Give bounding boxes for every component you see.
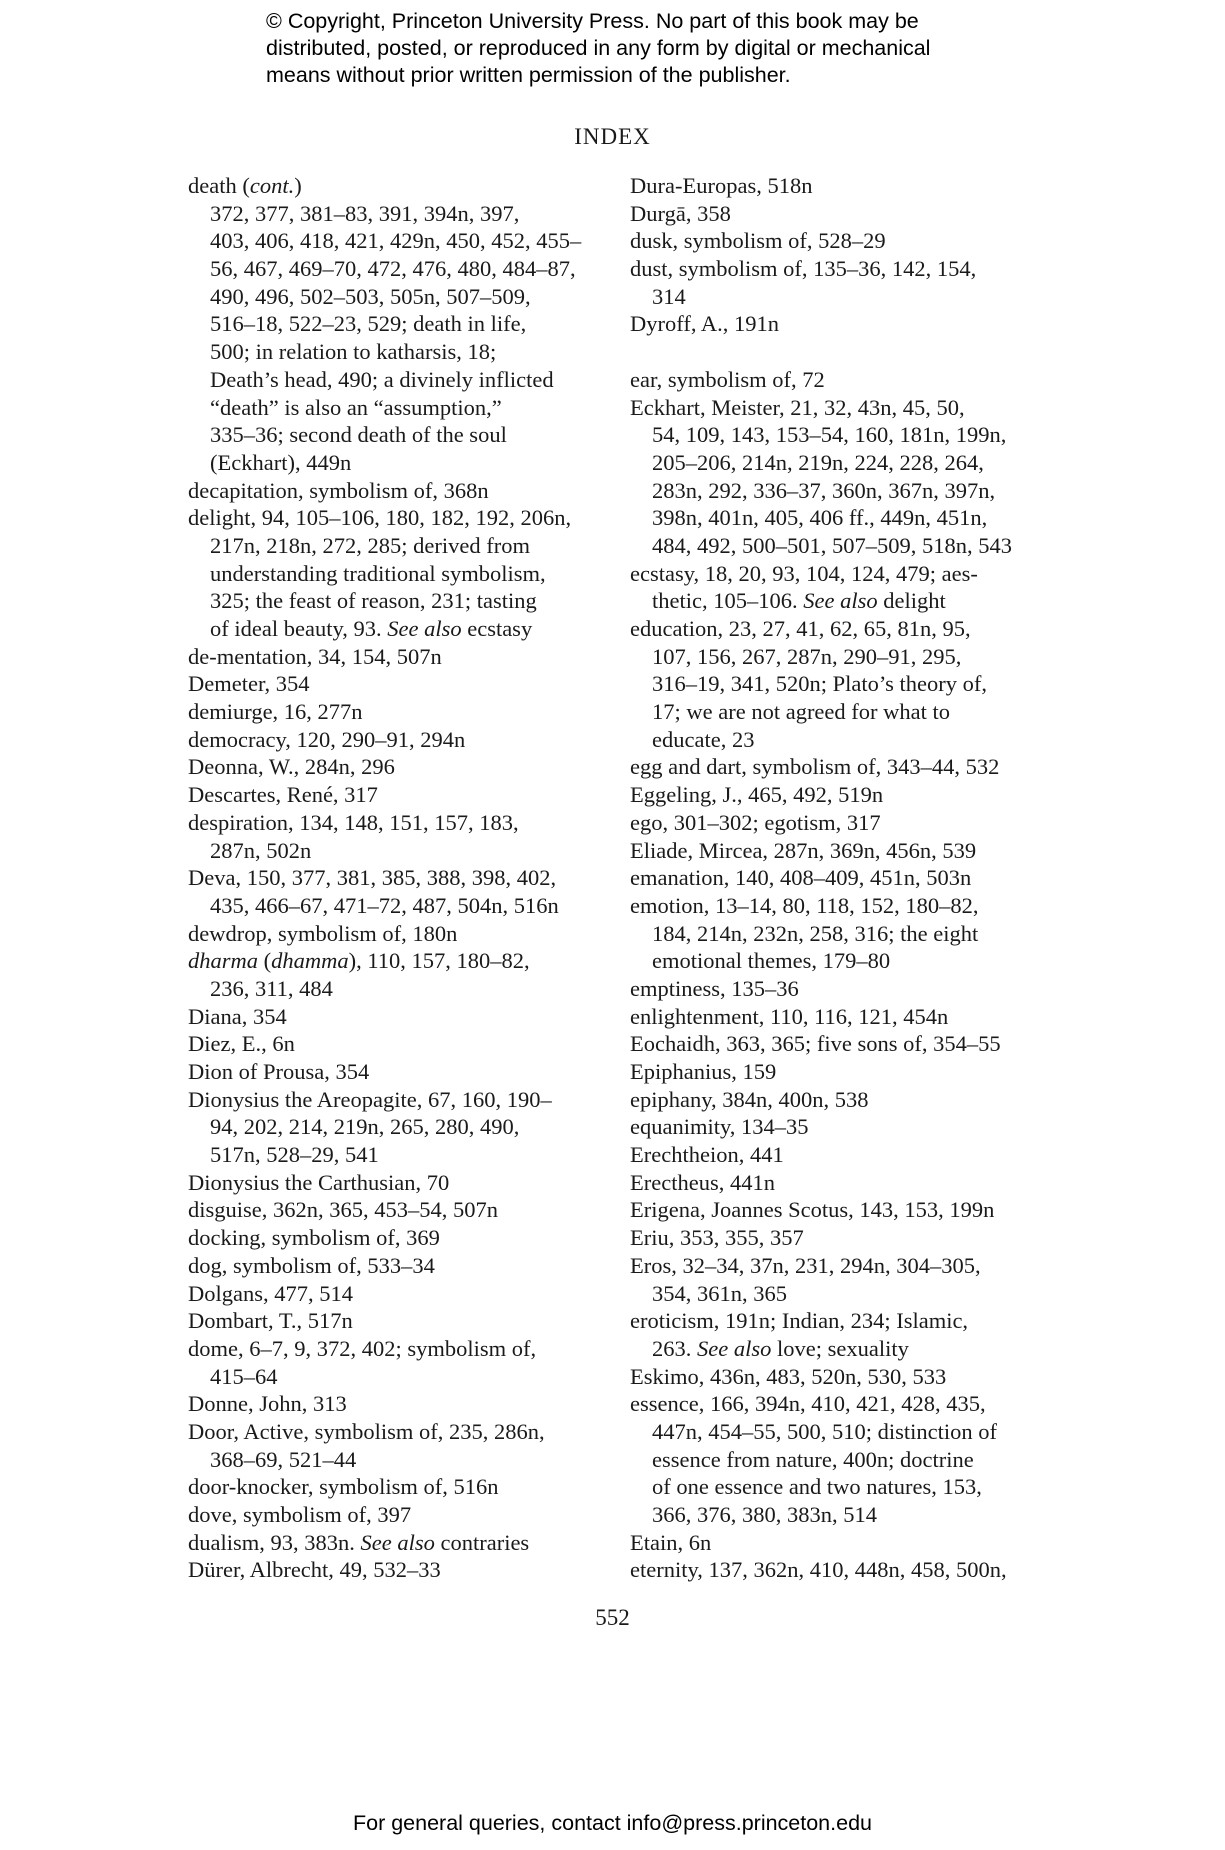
index-entry: dog, symbolism of, 533–34	[188, 1252, 435, 1278]
index-entry: Dionysius the Carthusian, 70	[188, 1169, 450, 1195]
index-entry: decapitation, symbolism of, 368n	[188, 477, 489, 503]
index-entry: Descartes, René, 317	[188, 782, 378, 808]
index-entry: docking, symbolism of, 369	[188, 1225, 440, 1251]
index-entry: emptiness, 135–36	[630, 975, 799, 1001]
index-subline: understanding traditional symbolism,	[210, 560, 546, 586]
index-entry: Dombart, T., 517n	[188, 1308, 353, 1334]
index-subline: 314	[652, 283, 686, 309]
page-number: 552	[595, 1605, 630, 1630]
index-entry: egg and dart, symbolism of, 343–44, 532	[630, 754, 1000, 780]
index-subline: “death” is also an “assumption,”	[210, 394, 502, 420]
footer-contact: For general queries, contact info@press.princeton.edu	[352, 1811, 872, 1835]
index-subline: essence from nature, 400n; doctrine	[652, 1446, 974, 1472]
index-entry: Eckhart, Meister, 21, 32, 43n, 45, 50,	[630, 394, 965, 420]
index-subline: 287n, 502n	[210, 837, 312, 863]
index-entry: Donne, John, 313	[188, 1391, 347, 1417]
index-entry: Dolgans, 477, 514	[188, 1280, 353, 1306]
index-entry: Deva, 150, 377, 381, 385, 388, 398, 402,	[188, 865, 557, 891]
index-entry: death (cont.)	[188, 173, 302, 198]
index-entry: Deonna, W., 284n, 296	[188, 754, 395, 780]
index-entry: emotion, 13–14, 80, 118, 152, 180–82,	[630, 892, 979, 918]
index-subline: emotional themes, 179–80	[652, 948, 891, 974]
copyright-line: © Copyright, Princeton University Press. No part of this book may be	[266, 9, 919, 33]
index-entry: Durgā, 358	[630, 200, 731, 226]
index-entry: enlightenment, 110, 116, 121, 454n	[630, 1003, 949, 1029]
index-entry: Eros, 32–34, 37n, 231, 294n, 304–305,	[630, 1252, 981, 1278]
index-entry: dust, symbolism of, 135–36, 142, 154,	[630, 256, 977, 282]
index-subline: 372, 377, 381–83, 391, 394n, 397,	[210, 200, 520, 226]
index-subline: 415–64	[210, 1363, 278, 1389]
index-entry: eternity, 137, 362n, 410, 448n, 458, 500n,	[630, 1557, 1007, 1583]
index-entry: Epiphanius, 159	[630, 1059, 777, 1084]
copyright-notice	[266, 8, 1026, 89]
index-entry: Diana, 354	[188, 1003, 287, 1029]
index-entry: Etain, 6n	[630, 1529, 712, 1555]
index-subline: of one essence and two natures, 153,	[652, 1474, 982, 1500]
index-subline: 217n, 218n, 272, 285; derived from	[210, 532, 530, 558]
index-subline: 490, 496, 502–503, 505n, 507–509,	[210, 283, 531, 309]
index-subline: 107, 156, 267, 287n, 290–91, 295,	[652, 643, 962, 669]
index-entry: equanimity, 134–35	[630, 1114, 809, 1140]
index-entry: ear, symbolism of, 72	[630, 366, 825, 392]
index-subline: 236, 311, 484	[210, 975, 333, 1001]
index-entry: Dion of Prousa, 354	[188, 1059, 370, 1084]
index-subline: 500; in relation to katharsis, 18;	[210, 339, 497, 365]
index-entry: Eliade, Mircea, 287n, 369n, 456n, 539	[630, 837, 977, 863]
index-subline: 516–18, 522–23, 529; death in life,	[210, 311, 527, 337]
index-subline: Death’s head, 490; a divinely inflicted	[210, 366, 554, 392]
index-entry: ego, 301–302; egotism, 317	[630, 809, 881, 835]
index-entry: Dürer, Albrecht, 49, 532–33	[188, 1557, 441, 1583]
index-entry: dualism, 93, 383n. See also contraries	[188, 1529, 530, 1555]
index-column-right	[630, 172, 1050, 1584]
page-title: INDEX	[574, 124, 651, 149]
index-entry: Dura-Europas, 518n	[630, 173, 813, 198]
index-entry: dharma (dhamma), 110, 157, 180–82,	[188, 948, 530, 974]
index-entry: despiration, 134, 148, 151, 157, 183,	[188, 809, 519, 835]
index-entry: Diez, E., 6n	[188, 1031, 295, 1057]
index-subline: 205–206, 214n, 219n, 224, 228, 264,	[652, 449, 984, 475]
index-column-left	[188, 172, 608, 1584]
index-entry: Demeter, 354	[188, 671, 310, 697]
index-subline: 54, 109, 143, 153–54, 160, 181n, 199n,	[652, 422, 1007, 448]
index-entry: dove, symbolism of, 397	[188, 1502, 412, 1527]
index-subline: 263. See also love; sexuality	[652, 1335, 909, 1361]
index-entry: dewdrop, symbolism of, 180n	[188, 920, 458, 946]
index-subline: 368–69, 521–44	[210, 1446, 357, 1472]
index-entry: demiurge, 16, 277n	[188, 699, 363, 725]
index-entry: Eochaidh, 363, 365; five sons of, 354–55	[630, 1031, 1001, 1057]
index-subline: 398n, 401n, 405, 406 ff., 449n, 451n,	[652, 505, 988, 531]
index-entry: epiphany, 384n, 400n, 538	[630, 1086, 869, 1112]
index-subline: 354, 361n, 365	[652, 1280, 787, 1306]
index-subline: 316–19, 341, 520n; Plato’s theory of,	[652, 671, 987, 697]
index-entry: eroticism, 191n; Indian, 234; Islamic,	[630, 1308, 969, 1334]
index-subline: 435, 466–67, 471–72, 487, 504n, 516n	[210, 892, 559, 918]
index-subline: of ideal beauty, 93. See also ecstasy	[210, 616, 533, 641]
index-entry: essence, 166, 394n, 410, 421, 428, 435,	[630, 1391, 986, 1417]
index-subline: 283n, 292, 336–37, 360n, 367n, 397n,	[652, 477, 996, 503]
index-subline: 366, 376, 380, 383n, 514	[652, 1502, 877, 1527]
index-entry: door-knocker, symbolism of, 516n	[188, 1474, 499, 1500]
index-entry: ecstasy, 18, 20, 93, 104, 124, 479; aes-	[630, 560, 978, 586]
index-subline: thetic, 105–106. See also delight	[652, 588, 946, 614]
index-entry: Eggeling, J., 465, 492, 519n	[630, 782, 884, 808]
index-entry: Erectheus, 441n	[630, 1169, 775, 1195]
index-subline: educate, 23	[652, 726, 755, 752]
index-subline: 335–36; second death of the soul	[210, 422, 507, 448]
index-subline: 403, 406, 418, 421, 429n, 450, 452, 455–	[210, 228, 582, 254]
index-entry: Eriu, 353, 355, 357	[630, 1225, 804, 1251]
index-entry: Eskimo, 436n, 483, 520n, 530, 533	[630, 1363, 947, 1389]
index-subline: 517n, 528–29, 541	[210, 1142, 379, 1168]
index-subline: 56, 467, 469–70, 472, 476, 480, 484–87,	[210, 256, 576, 282]
index-entry: Dyroff, A., 191n	[630, 311, 779, 337]
index-entry: dusk, symbolism of, 528–29	[630, 228, 886, 254]
index-subline: 184, 214n, 232n, 258, 316; the eight	[652, 920, 979, 946]
index-entry: emanation, 140, 408–409, 451n, 503n	[630, 865, 972, 891]
index-entry: disguise, 362n, 365, 453–54, 507n	[188, 1197, 499, 1223]
index-entry: Door, Active, symbolism of, 235, 286n,	[188, 1418, 545, 1444]
index-entry: Dionysius the Areopagite, 67, 160, 190–	[188, 1086, 552, 1112]
index-subline: 94, 202, 214, 219n, 265, 280, 490,	[210, 1114, 520, 1140]
index-subline: 325; the feast of reason, 231; tasting	[210, 588, 537, 614]
index-entry: Erechtheion, 441	[630, 1142, 784, 1168]
index-entry: dome, 6–7, 9, 372, 402; symbolism of,	[188, 1335, 537, 1361]
index-subline: 447n, 454–55, 500, 510; distinction of	[652, 1418, 997, 1444]
index-entry: Erigena, Joannes Scotus, 143, 153, 199n	[630, 1197, 995, 1223]
index-subline: 484, 492, 500–501, 507–509, 518n, 543	[652, 532, 1012, 558]
index-subline: 17; we are not agreed for what to	[652, 699, 951, 725]
index-entry: democracy, 120, 290–91, 294n	[188, 726, 466, 752]
index-entry: de-mentation, 34, 154, 507n	[188, 643, 442, 669]
index-entry: education, 23, 27, 41, 62, 65, 81n, 95,	[630, 616, 971, 641]
index-entry: delight, 94, 105–106, 180, 182, 192, 206n,	[188, 505, 572, 531]
copyright-line: distributed, posted, or reproduced in any form by digital or mechanical	[266, 36, 931, 60]
index-subline: (Eckhart), 449n	[210, 449, 352, 475]
copyright-line: means without prior written permission of the publisher.	[266, 63, 791, 87]
